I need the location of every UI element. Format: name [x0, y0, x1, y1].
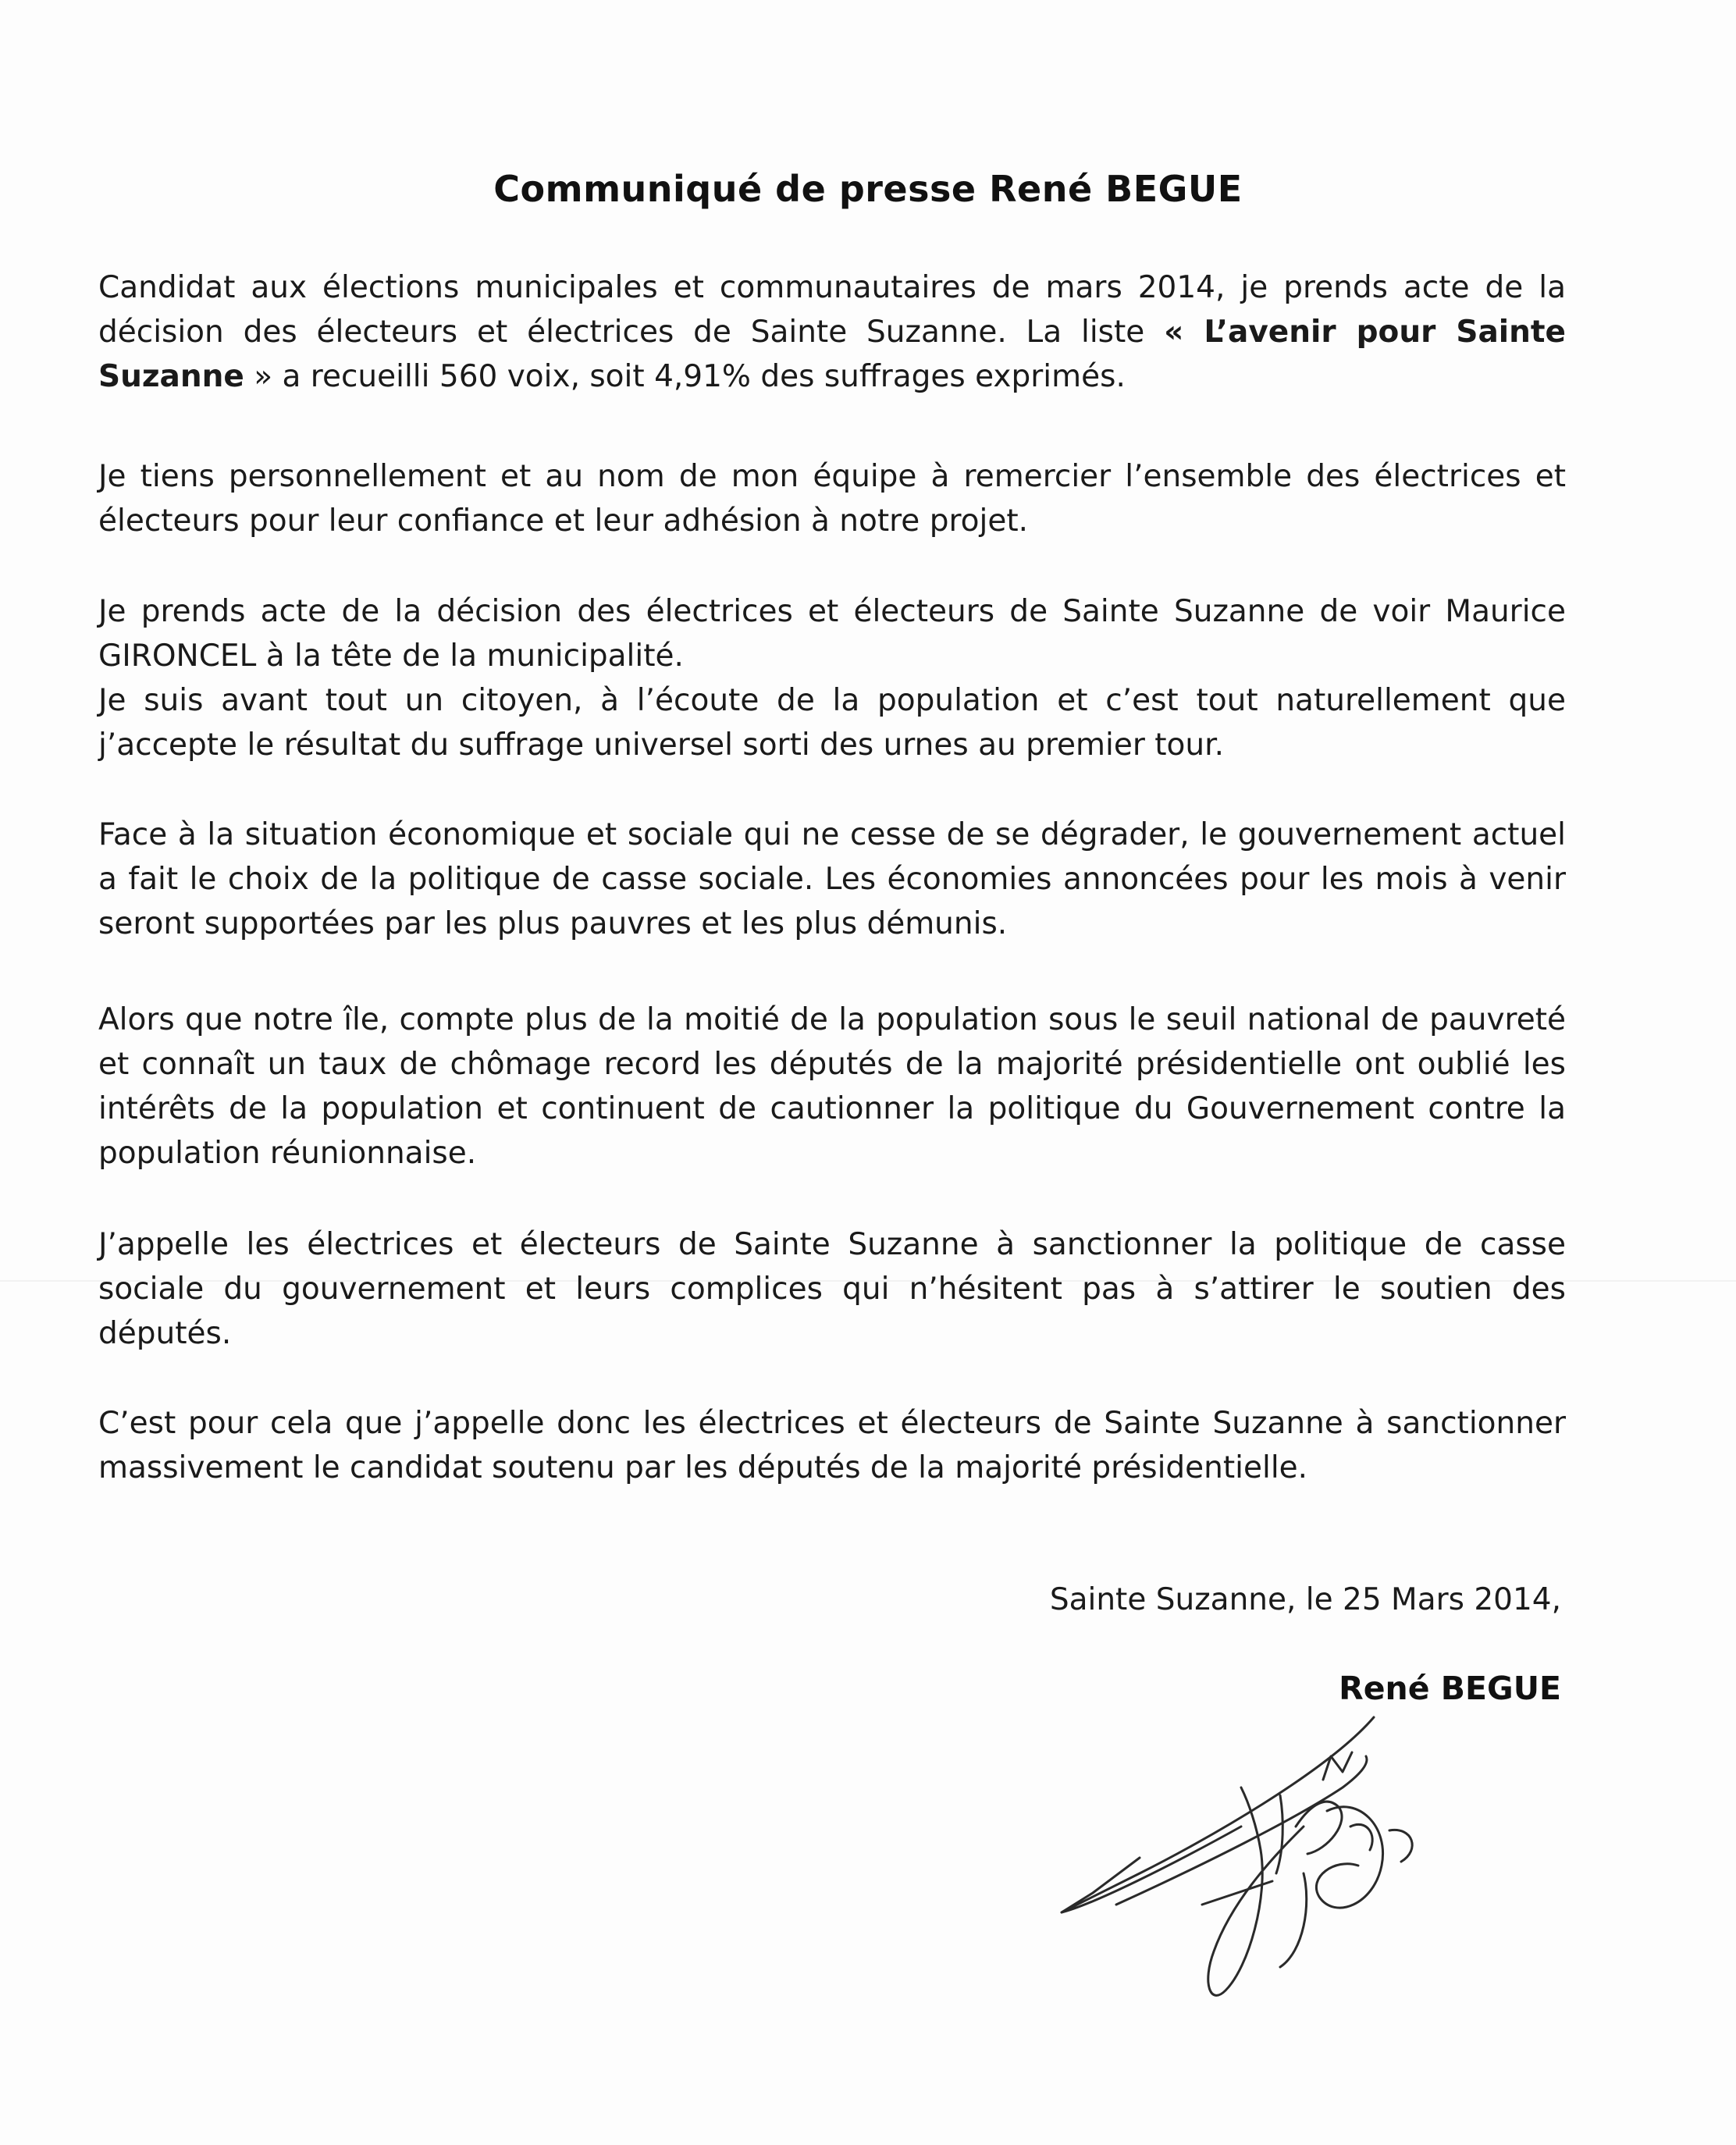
paragraph-results [98, 265, 1566, 399]
paragraph-text [98, 265, 1566, 399]
quote-mark: « [1164, 315, 1204, 350]
paragraph-text: Je prends acte de la décision des électrices et électeurs de Sainte Suzanne de voir Maurice GIRONCEL à la tête de la municipalité. [98, 594, 1566, 674]
paragraph-final-call [98, 1401, 1566, 1490]
paragraph-text: C’est pour cela que j’appelle donc les électrices et électeurs de Sainte Suzanne à sanctionner massivement le candidat soutenu par les députés de la majorité présidentielle. [98, 1406, 1566, 1485]
list-name: L’avenir pour Sainte Suzanne [98, 315, 1566, 394]
place-and-date: Sainte Suzanne, le 25 Mars 2014, [1049, 1582, 1561, 1617]
text-segment: Candidat aux élections municipales et communautaires de mars 2014, je prends acte de la décision des électeurs et électrices de Sainte Suzanne. La liste [98, 270, 1566, 350]
paragraph-text: J’appelle les électrices et électeurs de Sainte Suzanne à sanctionner la politique de casse sociale du gouvernement et leurs complices qui n’hésitent pas à s’attirer le soutien des députés. [98, 1227, 1566, 1351]
paragraph-island-poverty [98, 998, 1566, 1176]
handwritten-signature [1046, 1670, 1530, 2037]
page-title: Communiqué de presse René BEGUE [493, 168, 1243, 210]
signer-name: René BEGUE [1339, 1670, 1561, 1707]
paragraph-economic-situation [98, 813, 1566, 946]
paragraph-text: Je suis avant tout un citoyen, à l’écoute de la population et c’est tout naturellement que j’accepte le résultat du suffrage universel sorti des urnes au premier tour. [98, 683, 1566, 763]
paragraph-acknowledgement [98, 589, 1566, 767]
paragraph-text: Alors que notre île, compte plus de la moitié de la population sous le seuil national de pauvreté et connaît un taux de chômage record les députés de la majorité présidentielle ont oublié les intérêts de la population et continuent de cautionner la politique du Gouvernement contre la population réunionnaise. [98, 1002, 1566, 1171]
paragraph-text: Face à la situation économique et sociale qui ne cesse de se dégrader, le gouvernement actuel a fait le choix de la politique de casse sociale. Les économies annoncées pour les mois à venir seront supportées par les plus pauvres et les plus démunis. [98, 817, 1566, 941]
text-segment: » a recueilli 560 voix, soit 4,91% des suffrages exprimés. [244, 359, 1126, 394]
paragraph-thanks [98, 454, 1566, 543]
paragraph-text: Je tiens personnellement et au nom de mon équipe à remercier l’ensemble des électrices et électeurs pour leur confiance et leur adhésion à notre projet. [98, 459, 1566, 539]
paragraph-call-to-sanction [98, 1222, 1566, 1356]
